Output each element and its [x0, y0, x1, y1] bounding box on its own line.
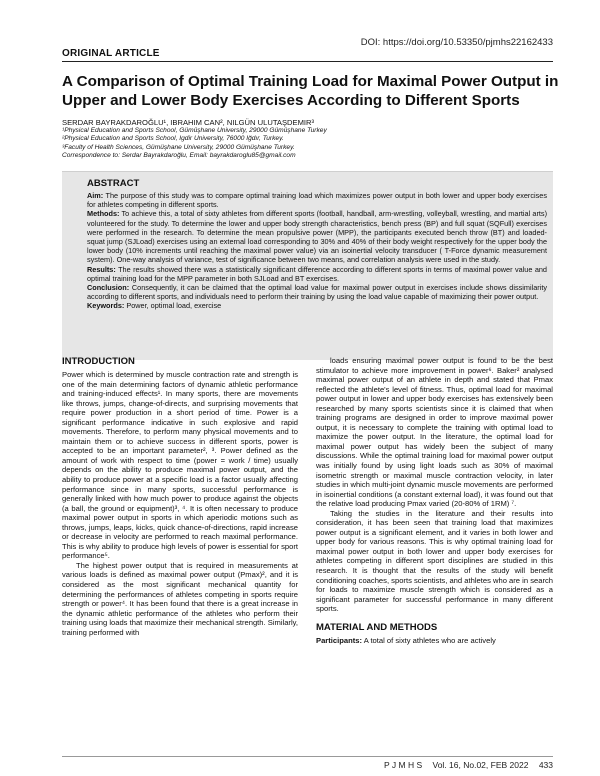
- methods-label: Methods:: [87, 209, 120, 219]
- intro-paragraph-4: Taking the studies in the literature and their results into consideration, it has been seen that training load that maximizes power output is a significant element, and it varies in both lower and upper body for various reasons. This is why optimal training load for maximal power output in both lower and upper body exercises for athletes competing in different sport disciplines are studied in this research. It is thought that the results of the study will benefit conditioning coaches, sports scientists, and athletes who are in search for loads to maximize muscle strength which is considered as a significant parameter for successful performance in many different sports.: [316, 508, 553, 614]
- right-column: [316, 356, 553, 645]
- abstract-keywords: [87, 301, 547, 310]
- author-list: SERDAR BAYRAKDAROĞLU¹, IBRAHIM CAN², NILGÜN ULUTAŞDEMIR³: [62, 118, 315, 127]
- journal-abbrev: P J M H S: [384, 760, 423, 770]
- affiliations: [62, 127, 542, 160]
- page-footer: [376, 760, 553, 770]
- header-divider: [62, 61, 553, 62]
- left-column: [62, 356, 298, 637]
- methods-participants: [316, 636, 553, 646]
- abstract-heading: ABSTRACT: [87, 178, 140, 189]
- intro-paragraph-1: Power which is determined by muscle contraction rate and strength is one of the main determining factors of dynamic athletic performance and training-induced effects¹. In many sports, there are movements like throws, jumps, change-of-directs, and surprising movements that require power production in a short period of time. Power is a significant performance indicative in such explosive and rapid movements. Therefore, to perform many physical movements and to maintain them or to achieve success in different sports, power is accepted to be an important parameter², ³. Power defined as the amount of work with respect to time (power = work / time) usually depends on the ability to produce maximal power output, and the ability to produce power at a specific load is a factor usually affecting performance since in many sports, successful performance is generally linked with how much power to produce against the objects (a ball, the ground or equipment)³, ⁴. It is often necessary to produce maximal power output in sports in which aperiodic motions such as throws, jumps, leaps, kicks, quick chance-of-directions, rapid increase or decrease in velocity are performed to reach maximal performance. This is why ability to produce high levels of power is essential for sport performance⁵.: [62, 370, 298, 561]
- abstract-body: [87, 191, 547, 311]
- results-label: Results:: [87, 264, 116, 274]
- paper-title: A Comparison of Optimal Training Load for Maximal Power Output in Upper and Lower Body Exercises According to Different Sports: [62, 73, 559, 109]
- abstract-methods: [87, 209, 547, 264]
- introduction-heading: INTRODUCTION: [62, 356, 135, 367]
- participants-text: A total of sixty athletes who are actively: [362, 635, 496, 645]
- affiliation-3: ³Faculty of Health Sciences, Gümüşhane University, 29000 Gümüşhane Turkey.: [62, 143, 295, 151]
- results-text: The results showed there was a statistically significant difference according to different sports in terms of maximal power value and optimal training load for the MPP parameter in both SJLoad and BT exercises.: [87, 264, 547, 283]
- conclusion-label: Conclusion:: [87, 283, 130, 293]
- keywords-label: Keywords:: [87, 301, 125, 311]
- intro-paragraph-2: The highest power output that is required in measurements at various loads is defined as maximal power output (Pmax)², and it is considered as the most significant mechanical quantity for determining the performances of athletes competing in sports require strength or power⁴. It has been found that there is a great increase in the dynamic athletic performance of the athletes who perform their training using loads that maximize their mechanical strength. Similarly, training performed with: [62, 560, 298, 637]
- affiliation-2: ²Physical Education and Sports School, Igdir University, 76000 Iğdır, Turkey.: [62, 135, 284, 143]
- participants-label: Participants:: [316, 635, 362, 645]
- keywords-text: Power, optimal load, exercise: [124, 301, 222, 311]
- journal-volume: Vol. 16, No.02, FEB 2022: [432, 760, 529, 770]
- aim-label: Aim:: [87, 191, 104, 200]
- footer-divider: [62, 756, 553, 757]
- abstract-results: [87, 265, 547, 283]
- methods-text: To achieve this, a total of sixty athletes from different sports (football, handball, arm-wrestling, volleyball, wrestling, and martial arts) volunteered for the study. To determine the lower and upper body strength characteristics, bench press (BP) and full squat (SQFull) exercises were performed in the research. To determine the mean propulsive power (MPP), the participants executed bench throw (BT) and loaded-squat jump (SJLoad) exercises using an external load corresponding to 30% and 40% of their body weight respectively for the upper body the lower body (10% increments until reaching the maximal power value) via an isoinertial velocity transducer ( T-Force dynamic measurement system). One-way analysis of variance, test of significance between two means, and correlation analysis were used in the study.: [87, 209, 547, 265]
- methods-heading: MATERIAL AND METHODS: [316, 621, 438, 633]
- affiliation-1: ¹Physical Education and Sports School, Gümüşhane University, 29000 Gümüşhane Turkey: [62, 127, 327, 134]
- doi-link[interactable]: DOI: https://doi.org/10.53350/pjmhs22162433: [360, 37, 553, 48]
- correspondence: Correspondence to: Serdar Bayrakdaroğlu, Email: bayrakdaroglu85@gmail.com: [62, 151, 296, 159]
- abstract-conclusion: [87, 283, 547, 301]
- intro-paragraph-3: loads ensuring maximal power output is found to be the best stimulator to achieve more improvement in power⁶. Baker² analysed maximal power output of an athlete in depth and stated that Pmax reflected the athlete's level of fitness. Thus, optimal load for maximal power output in lower and upper body exercises has extensively been researched by many sports scientists since it is claimed that when training programs are designed in order to improve maximal power output, it is necessary to complete the training with optimal load to maximize the power output. In the literature, the optimal load for maximal power output has widely been the subject of many discussions. While the optimal training load for maximal power output was initially found by using light loads such as 30% of maximal isometric strength or maximal muscle contraction velocity, in later studies in which multi-joint dynamic muscle movements are performed in isoinertial conditions (a constant external load), it was found out that the relative load producing Pmax varied (20-80% of 1RM) ⁷.: [316, 356, 553, 509]
- article-type-label: ORIGINAL ARTICLE: [62, 48, 160, 59]
- abstract-aim: [87, 191, 547, 209]
- page-number: 433: [538, 760, 553, 770]
- aim-text: The purpose of this study was to compare optimal training load which maximizes power output in both lower and upper body exercises for athletes competing in different sports.: [87, 191, 547, 210]
- abstract-box: [62, 171, 553, 360]
- conclusion-text: Consequently, it can be claimed that the optimal load value for maximal power output in exercises include shows dissimilarity according to different sports, and individuals need to perform their training by using the load value capable of maximizing their power output.: [87, 283, 547, 302]
